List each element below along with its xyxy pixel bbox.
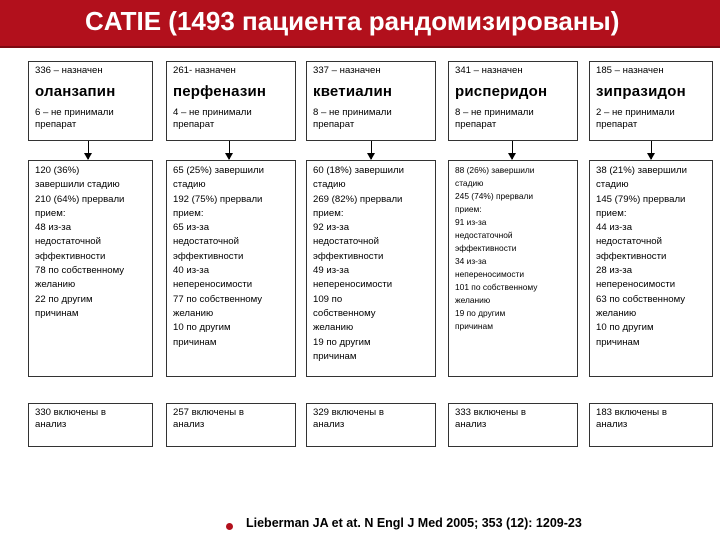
outcome-box-ziprasidone [589,160,713,377]
analysis-box-ziprasidone [589,403,713,447]
outcome-box-olanzapine [28,160,153,377]
assigned-count: 185 – назначен [596,65,664,76]
drug-name: рисперидон [455,83,548,100]
outcome-line: 34 из-за [455,256,487,266]
flow-arrow [651,141,652,159]
outcome-line: 60 (18%) завершили [313,165,405,176]
drug-name: перфеназин [173,83,267,100]
analysis-line: 183 включены в [596,407,667,418]
analysis-box-quetiapine [306,403,436,447]
outcome-line: желанию [455,295,491,305]
outcome-line: 245 (74%) прервали [455,191,534,201]
outcome-line: недостаточной [455,230,513,240]
outcome-line: стадию [313,179,346,191]
analysis-line: анализ [455,419,487,430]
assigned-count: 336 – назначен [35,65,103,76]
outcome-line: 78 по собственному [35,265,125,277]
drug-name: зипразидон [596,83,686,100]
assignment-box-ziprasidone [589,61,713,141]
outcome-line: 92 из-за [313,222,350,234]
outcome-line: причинам [596,336,640,348]
flow-arrow [88,141,89,159]
outcome-line: стадию [173,179,206,191]
outcome-line: причинам [455,321,493,331]
outcome-line: желанию [173,307,214,319]
outcome-box-quetiapine [306,160,436,377]
not-taken-line: 8 – не принимали [313,107,392,118]
outcome-line: прием: [313,207,344,219]
assigned-count: 337 – назначен [313,65,381,76]
reference-citation: Lieberman JA et at. N Engl J Med 2005; 353 (12): 1209-23 [246,516,582,530]
analysis-box-olanzapine [28,403,153,447]
outcome-line: 192 (75%) прервали [173,193,263,205]
outcome-line: 77 по собственному [173,293,263,305]
outcome-line: эффективности [35,250,106,262]
title-bar [0,0,720,48]
outcome-line: непереносимости [455,269,525,279]
outcome-line: 10 по другим [596,322,654,334]
outcome-line: недостаточной [596,236,662,248]
outcome-line: прием: [455,204,482,214]
page-title: CATIE (1493 пациента рандомизированы) [85,6,620,36]
outcome-line: 49 из-за [313,265,350,277]
analysis-line: анализ [313,419,345,430]
outcome-line: причинам [35,307,79,319]
flow-arrow [371,141,372,159]
outcome-line: недостаточной [313,236,379,248]
flow-arrow [229,141,230,159]
not-taken-line: препарат [173,119,215,130]
outcome-line: недостаточной [35,236,101,248]
outcome-line: 65 (25%) завершили [173,165,265,176]
outcome-line: завершили стадию [35,179,120,191]
assignment-box-perphenazine [166,61,296,141]
not-taken-line: препарат [35,119,77,130]
not-taken-line: 8 – не принимали [455,107,534,118]
outcome-line: причинам [313,350,357,362]
outcome-line: прием: [596,207,627,219]
outcome-line: желанию [313,322,354,334]
analysis-line: анализ [173,419,205,430]
outcome-line: прием: [173,207,204,219]
drug-name: кветиалин [313,83,393,100]
outcome-line: 145 (79%) прервали [596,193,686,205]
outcome-line: 48 из-за [35,222,72,234]
outcome-line: эффективности [173,250,244,262]
outcome-line: недостаточной [173,236,239,248]
analysis-line: анализ [596,419,628,430]
outcome-line: 109 по [313,293,343,305]
analysis-box-risperidone [448,403,578,447]
outcome-line: 22 по другим [35,293,93,305]
outcome-line: непереносимости [173,279,253,291]
assigned-count: 341 – назначен [455,65,523,76]
analysis-line: 330 включены в [35,407,106,418]
not-taken-line: 2 – не принимали [596,107,675,118]
outcome-line: 269 (82%) прервали [313,193,403,205]
outcome-box-perphenazine [166,160,296,377]
outcome-line: 120 (36%) [35,165,80,176]
outcome-line: 210 (64%) прервали [35,193,125,205]
not-taken-line: 6 – не принимали [35,107,114,118]
outcome-line: 19 по другим [455,308,506,318]
outcome-line: прием: [35,207,66,219]
outcome-line: желанию [596,307,637,319]
outcome-line: 91 из-за [455,217,487,227]
flow-arrow [512,141,513,159]
outcome-line: 65 из-за [173,222,210,234]
assignment-box-quetiapine [306,61,436,141]
not-taken-line: препарат [313,119,355,130]
not-taken-line: препарат [455,119,497,130]
drug-name: оланзапин [35,83,116,100]
analysis-line: 257 включены в [173,407,244,418]
outcome-line: 10 по другим [173,322,231,334]
assigned-count: 261- назначен [173,65,236,76]
outcome-line: причинам [173,336,217,348]
outcome-line: 63 по собственному [596,293,686,305]
bullet-icon [226,523,233,530]
outcome-line: 88 (26%) завершили [455,165,535,175]
outcome-line: непереносимости [596,279,676,291]
assignment-box-olanzapine [28,61,153,141]
outcome-line: 19 по другим [313,336,371,348]
outcome-line: собственному [313,307,376,319]
not-taken-line: препарат [596,119,638,130]
analysis-box-perphenazine [166,403,296,447]
outcome-line: эффективности [596,250,667,262]
analysis-line: 333 включены в [455,407,526,418]
analysis-line: анализ [35,419,67,430]
outcome-line: желанию [35,279,76,291]
outcome-line: 40 из-за [173,265,210,277]
outcome-line: 101 по собственному [455,282,538,292]
outcome-line: эффективности [455,243,517,253]
assignment-box-risperidone [448,61,578,141]
outcome-line: стадию [596,179,629,191]
outcome-line: эффективности [313,250,384,262]
outcome-box-risperidone [448,160,578,377]
outcome-line: 28 из-за [596,265,633,277]
analysis-line: 329 включены в [313,407,384,418]
outcome-line: 38 (21%) завершили [596,165,688,176]
outcome-line: непереносимости [313,279,393,291]
outcome-line: 44 из-за [596,222,633,234]
not-taken-line: 4 – не принимали [173,107,252,118]
outcome-line: стадию [455,178,484,188]
